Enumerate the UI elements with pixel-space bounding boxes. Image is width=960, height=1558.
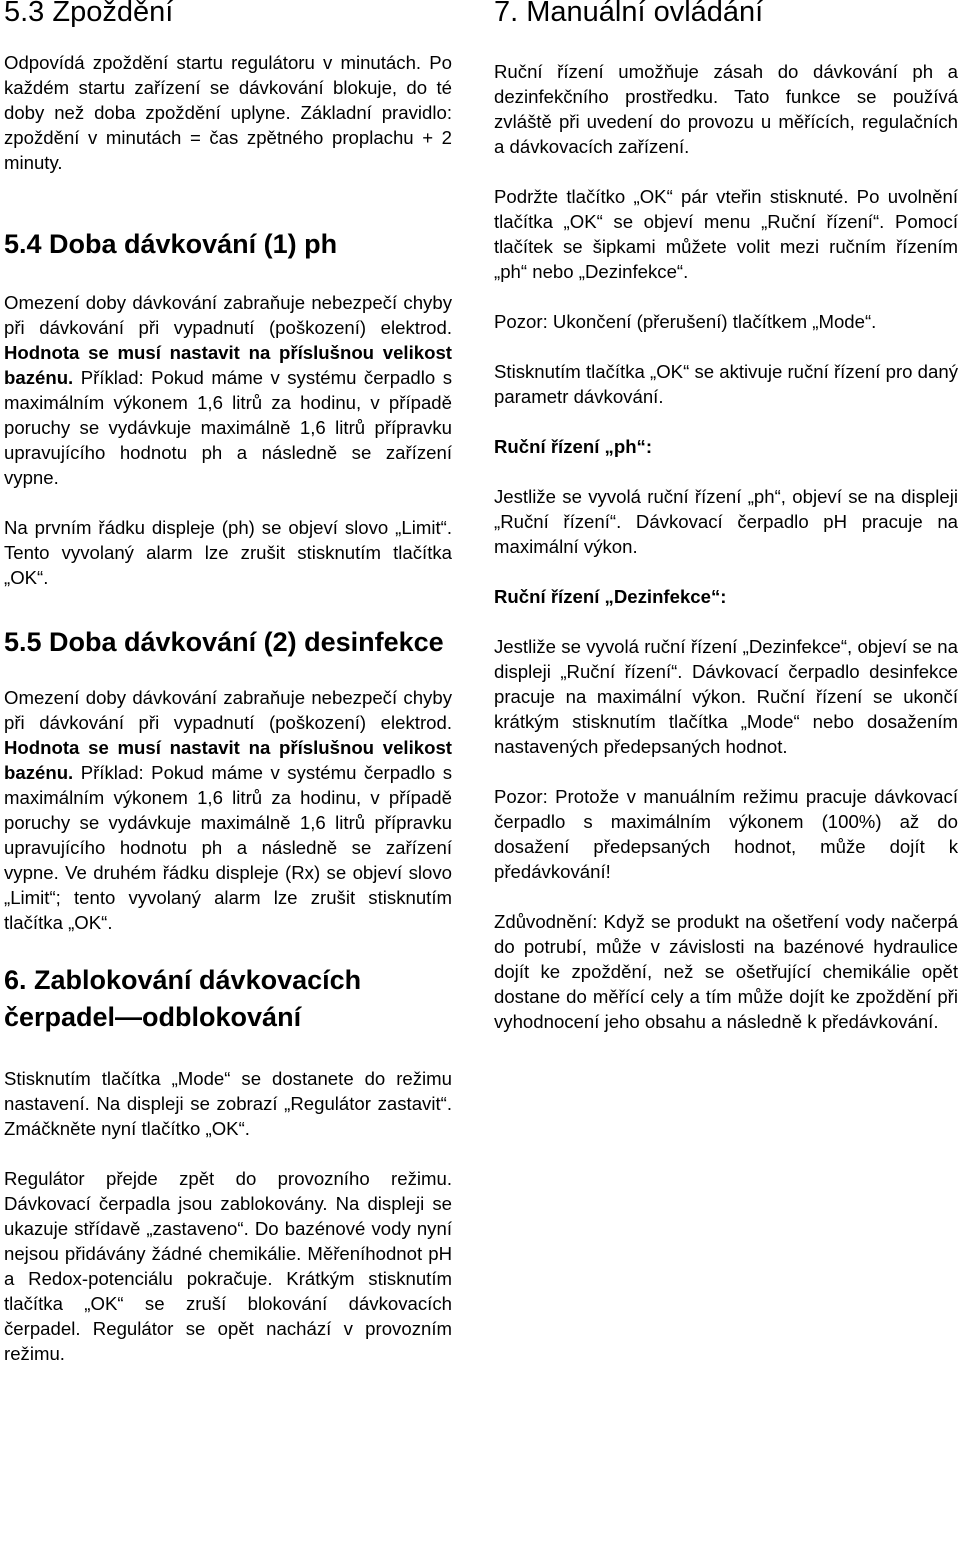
heading-6: 6. Zablokování dávkovacích čerpadel—odblokování	[4, 965, 362, 1032]
heading-5-4: 5.4 Doba dávkování (1) ph	[4, 229, 338, 259]
paragraph-5-4-limit: Na prvním řádku displeje (ph) se objeví slovo „Limit“. Tento vyvolaný alarm lze zrušit stisknutím tlačítka „OK“.	[4, 517, 452, 588]
paragraph-7-hold-ok: Podržte tlačítko „OK“ pár vteřin stisknuté. Po uvolnění tlačítka „OK“ se objeví menu „Ruční řízení“. Pomocí tlačítek se šipkami můžete volit mezi ručním řízením „ph“ nebo „Dezinfekce“.	[494, 186, 958, 282]
paragraph-5-5-main: Omezení doby dávkování zabraňuje nebezpečí chyby při dávkování při vypadnutí (poškození) elektrod. Hodnota se musí nastavit na příslušnou velikost bazénu. Příklad: Pokud máme v systému čerpadlo s maximálním výkonem 1,6 litrů za hodinu, v případě poruchy se vydávkuje maximálně 1,6 litrů přípravku upravujícího hodnotu ph a následně se zařízení vypne. Ve druhém řádku displeje (Rx) se objeví slovo „Limit“; tento vyvolaný alarm lze zrušit stisknutím tlačítka „OK“.	[4, 687, 452, 933]
paragraph-5-3: Odpovídá zpoždění startu regulátoru v minutách. Po každém startu zařízení se dávkování blokuje, do té doby než doba zpoždění uplyne. Základní pravidlo: zpoždění v minutách = čas zpětného proplachu + 2 minuty.	[4, 52, 452, 173]
subheading-manual-disinfection: Ruční řízení „Dezinfekce“:	[494, 586, 727, 607]
paragraph-5-4-main: Omezení doby dávkování zabraňuje nebezpečí chyby při dávkování při vypadnutí (poškození) elektrod. Hodnota se musí nastavit na příslušnou velikost bazénu. Příklad: Pokud máme v systému čerpadlo s maximálním výkonem 1,6 litrů za hodinu, v případě poruchy se vydávkuje maximálně 1,6 litrů přípravku upravujícího hodnotu ph a následně se zařízení vypne.	[4, 292, 452, 488]
heading-5-5: 5.5 Doba dávkování (2) desinfekce	[4, 627, 444, 657]
subheading-manual-ph: Ruční řízení „ph“:	[494, 436, 653, 457]
paragraph-7-intro: Ruční řízení umožňuje zásah do dávkování ph a dezinfekčního prostředku. Tato funkce se používá zvláště při uvedení do provozu u měřících, regulačních a dávkovacích zařízení.	[494, 61, 958, 157]
paragraph-7-justification: Zdůvodnění: Když se produkt na ošetření vody načerpá do potrubí, může v závislosti na bazénové hydraulice dojít ke zpoždění, než se ošetřující chemikálie opět dostane do měřící cely a tím může dojít ke zpoždění při vyhodnocení jeho obsahu a následně k předávkování.	[494, 911, 958, 1032]
heading-7: 7. Manuální ovládání	[494, 0, 764, 28]
paragraph-6-mode: Stisknutím tlačítka „Mode“ se dostanete do režimu nastavení. Na displeji se zobrazí „Regulátor zastavit“. Zmáčkněte nyní tlačítko „OK“.	[4, 1068, 452, 1139]
left-column	[4, 0, 452, 1366]
paragraph-7-disinfection: Jestliže se vyvolá ruční řízení „Dezinfekce“, objeví se na displeji „Ruční řízení“. Dávkovací čerpadlo desinfekce pracuje na maximální výkon. Ruční řízení se ukončí krátkým stisknutím tlačítka „Mode“ nebo dosažením nastavených předepsaných hodnot.	[494, 636, 958, 757]
paragraph-7-overdose-warning: Pozor: Protože v manuálním režimu pracuje dávkovací čerpadlo s maximálním výkonem (100%) až do dosažení předepsaných hodnot, může dojít k předávkování!	[494, 786, 958, 882]
paragraph-7-activate: Stisknutím tlačítka „OK“ se aktivuje ruční řízení pro daný parametr dávkování.	[494, 361, 958, 407]
heading-5-3: 5.3 Zpoždění	[4, 0, 174, 28]
paragraph-7-ph: Jestliže se vyvolá ruční řízení „ph“, objeví se na displeji „Ruční řízení“. Dávkovací čerpadlo pH pracuje na maximální výkon.	[494, 486, 958, 557]
right-column	[494, 0, 958, 1034]
paragraph-7-warning-mode: Pozor: Ukončení (přerušení) tlačítkem „Mode“.	[494, 311, 877, 332]
paragraph-6-regulator: Regulátor přejde zpět do provozního režimu. Dávkovací čerpadla jsou zablokovány. Na displeji se ukazuje střídavě „zastaveno“. Do bazénové vody nyní nejsou přidávány žádné chemikálie. Měřeníhodnot pH a Redox-potenciálu pokračuje. Krátkým stisknutím tlačítka „OK“ se zruší blokování dávkovacích čerpadel. Regulátor se opět nachází v provozním režimu.	[4, 1168, 452, 1364]
